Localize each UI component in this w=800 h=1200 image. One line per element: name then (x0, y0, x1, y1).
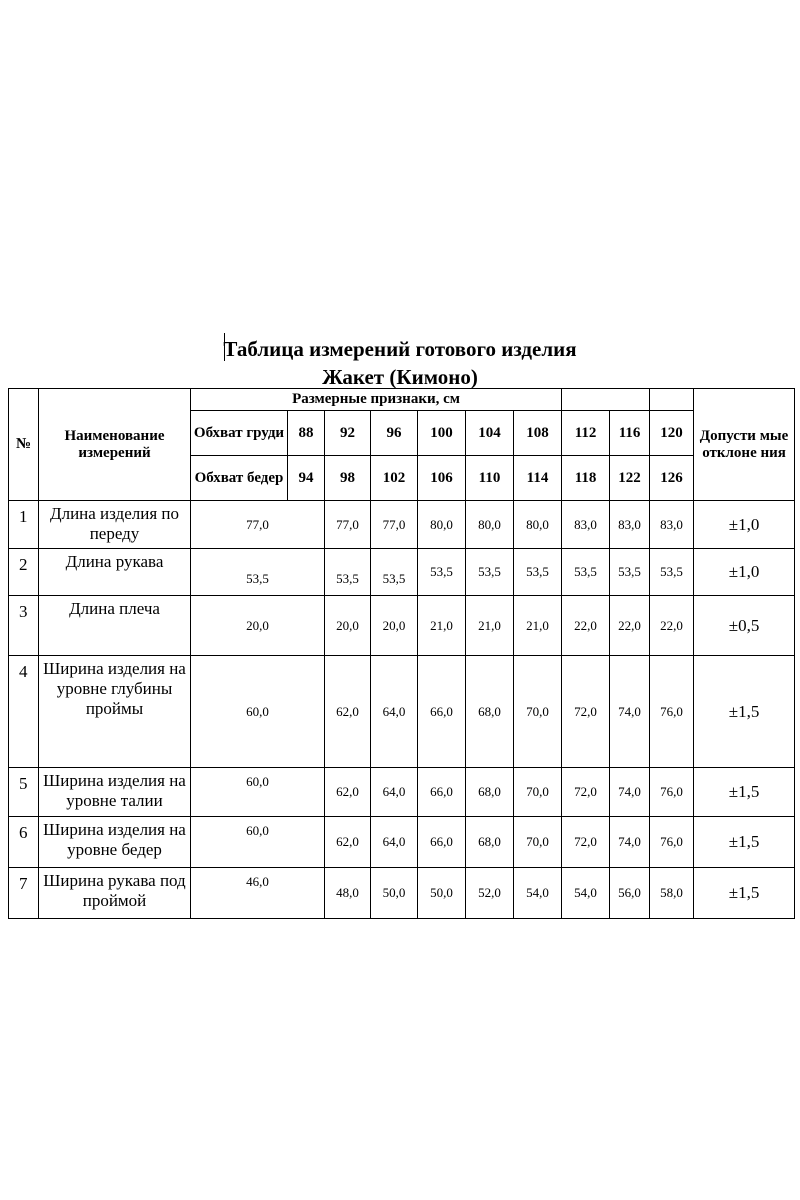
measurement-name: Ширина изделия на уровне глубины проймы (39, 656, 191, 768)
value-cell: 60,0 (191, 817, 325, 868)
value-cell: 21,0 (466, 596, 514, 656)
value-cell: 68,0 (466, 656, 514, 768)
value-cell: 66,0 (418, 656, 466, 768)
header-empty-2 (650, 389, 694, 411)
chest-size: 96 (371, 411, 418, 456)
value-cell: 53,5 (325, 549, 371, 596)
header-empty-1 (562, 389, 650, 411)
measurement-name: Ширина изделия на уровне бедер (39, 817, 191, 868)
value-cell: 54,0 (562, 868, 610, 919)
value-cell: 56,0 (610, 868, 650, 919)
tolerance-cell: ±1,5 (694, 868, 795, 919)
header-chest-label: Обхват груди (191, 411, 288, 456)
value-cell: 50,0 (418, 868, 466, 919)
document-subtitle: Жакет (Кимоно) (322, 365, 478, 389)
row-number: 2 (9, 549, 39, 596)
tolerance-cell: ±1,0 (694, 549, 795, 596)
hip-size: 110 (466, 456, 514, 501)
table-row (9, 549, 795, 596)
value-cell: 72,0 (562, 768, 610, 817)
table-row (9, 817, 795, 868)
value-cell: 72,0 (562, 817, 610, 868)
row-number: 6 (9, 817, 39, 868)
hip-size: 94 (288, 456, 325, 501)
value-cell: 83,0 (650, 501, 694, 549)
value-cell: 22,0 (650, 596, 694, 656)
value-cell: 60,0 (191, 656, 325, 768)
value-cell: 48,0 (325, 868, 371, 919)
value-cell: 77,0 (191, 501, 325, 549)
row-number: 5 (9, 768, 39, 817)
hip-size: 98 (325, 456, 371, 501)
hip-size: 106 (418, 456, 466, 501)
measurements-table (8, 388, 795, 919)
value-cell: 54,0 (514, 868, 562, 919)
value-cell: 72,0 (562, 656, 610, 768)
chest-size: 116 (610, 411, 650, 456)
value-cell: 53,5 (650, 549, 694, 596)
value-cell: 80,0 (466, 501, 514, 549)
hip-size: 102 (371, 456, 418, 501)
chest-size: 92 (325, 411, 371, 456)
value-cell: 83,0 (562, 501, 610, 549)
measurement-name: Ширина изделия на уровне талии (39, 768, 191, 817)
table-row (9, 596, 795, 656)
value-cell: 46,0 (191, 868, 325, 919)
value-cell: 52,0 (466, 868, 514, 919)
header-size-features: Размерные признаки, см (191, 389, 562, 411)
value-cell: 70,0 (514, 768, 562, 817)
measurement-name: Длина плеча (39, 596, 191, 656)
value-cell: 68,0 (466, 768, 514, 817)
value-cell: 74,0 (610, 817, 650, 868)
row-number: 4 (9, 656, 39, 768)
chest-size: 100 (418, 411, 466, 456)
hip-size: 118 (562, 456, 610, 501)
chest-size: 108 (514, 411, 562, 456)
value-cell: 77,0 (371, 501, 418, 549)
header-name: Наименование измерений (39, 389, 191, 501)
value-cell: 53,5 (418, 549, 466, 596)
value-cell: 80,0 (418, 501, 466, 549)
tolerance-cell: ±0,5 (694, 596, 795, 656)
value-cell: 76,0 (650, 817, 694, 868)
value-cell: 53,5 (371, 549, 418, 596)
value-cell: 53,5 (466, 549, 514, 596)
hip-size: 126 (650, 456, 694, 501)
header-hips-label: Обхват бедер (191, 456, 288, 501)
header-tolerance: Допусти мые отклоне ния (694, 389, 795, 501)
table-row (9, 501, 795, 549)
value-cell: 22,0 (610, 596, 650, 656)
value-cell: 66,0 (418, 768, 466, 817)
measurement-name: Ширина рукава под проймой (39, 868, 191, 919)
value-cell: 74,0 (610, 768, 650, 817)
value-cell: 58,0 (650, 868, 694, 919)
chest-size: 112 (562, 411, 610, 456)
value-cell: 80,0 (514, 501, 562, 549)
hip-size: 114 (514, 456, 562, 501)
value-cell: 66,0 (418, 817, 466, 868)
value-cell: 62,0 (325, 768, 371, 817)
value-cell: 64,0 (371, 656, 418, 768)
value-cell: 20,0 (191, 596, 325, 656)
tolerance-cell: ±1,5 (694, 817, 795, 868)
row-number: 7 (9, 868, 39, 919)
measurement-name: Длина изделия по переду (39, 501, 191, 549)
chest-size: 104 (466, 411, 514, 456)
value-cell: 70,0 (514, 656, 562, 768)
value-cell: 20,0 (371, 596, 418, 656)
value-cell: 21,0 (418, 596, 466, 656)
value-cell: 50,0 (371, 868, 418, 919)
tolerance-cell: ±1,5 (694, 656, 795, 768)
value-cell: 53,5 (562, 549, 610, 596)
value-cell: 68,0 (466, 817, 514, 868)
value-cell: 53,5 (191, 549, 325, 596)
value-cell: 64,0 (371, 817, 418, 868)
table-row (9, 768, 795, 817)
hip-size: 122 (610, 456, 650, 501)
row-number: 3 (9, 596, 39, 656)
value-cell: 83,0 (610, 501, 650, 549)
value-cell: 53,5 (514, 549, 562, 596)
value-cell: 74,0 (610, 656, 650, 768)
value-cell: 22,0 (562, 596, 610, 656)
measurement-name: Длина рукава (39, 549, 191, 596)
value-cell: 76,0 (650, 768, 694, 817)
tolerance-cell: ±1,0 (694, 501, 795, 549)
value-cell: 62,0 (325, 817, 371, 868)
table-row (9, 656, 795, 768)
value-cell: 77,0 (325, 501, 371, 549)
tolerance-cell: ±1,5 (694, 768, 795, 817)
value-cell: 20,0 (325, 596, 371, 656)
header-no: № (9, 389, 39, 501)
value-cell: 76,0 (650, 656, 694, 768)
value-cell: 60,0 (191, 768, 325, 817)
chest-size: 120 (650, 411, 694, 456)
row-number: 1 (9, 501, 39, 549)
value-cell: 53,5 (610, 549, 650, 596)
table-row (9, 868, 795, 919)
value-cell: 21,0 (514, 596, 562, 656)
value-cell: 70,0 (514, 817, 562, 868)
document-title: Таблица измерений готового изделия (223, 337, 577, 361)
value-cell: 62,0 (325, 656, 371, 768)
chest-size: 88 (288, 411, 325, 456)
value-cell: 64,0 (371, 768, 418, 817)
